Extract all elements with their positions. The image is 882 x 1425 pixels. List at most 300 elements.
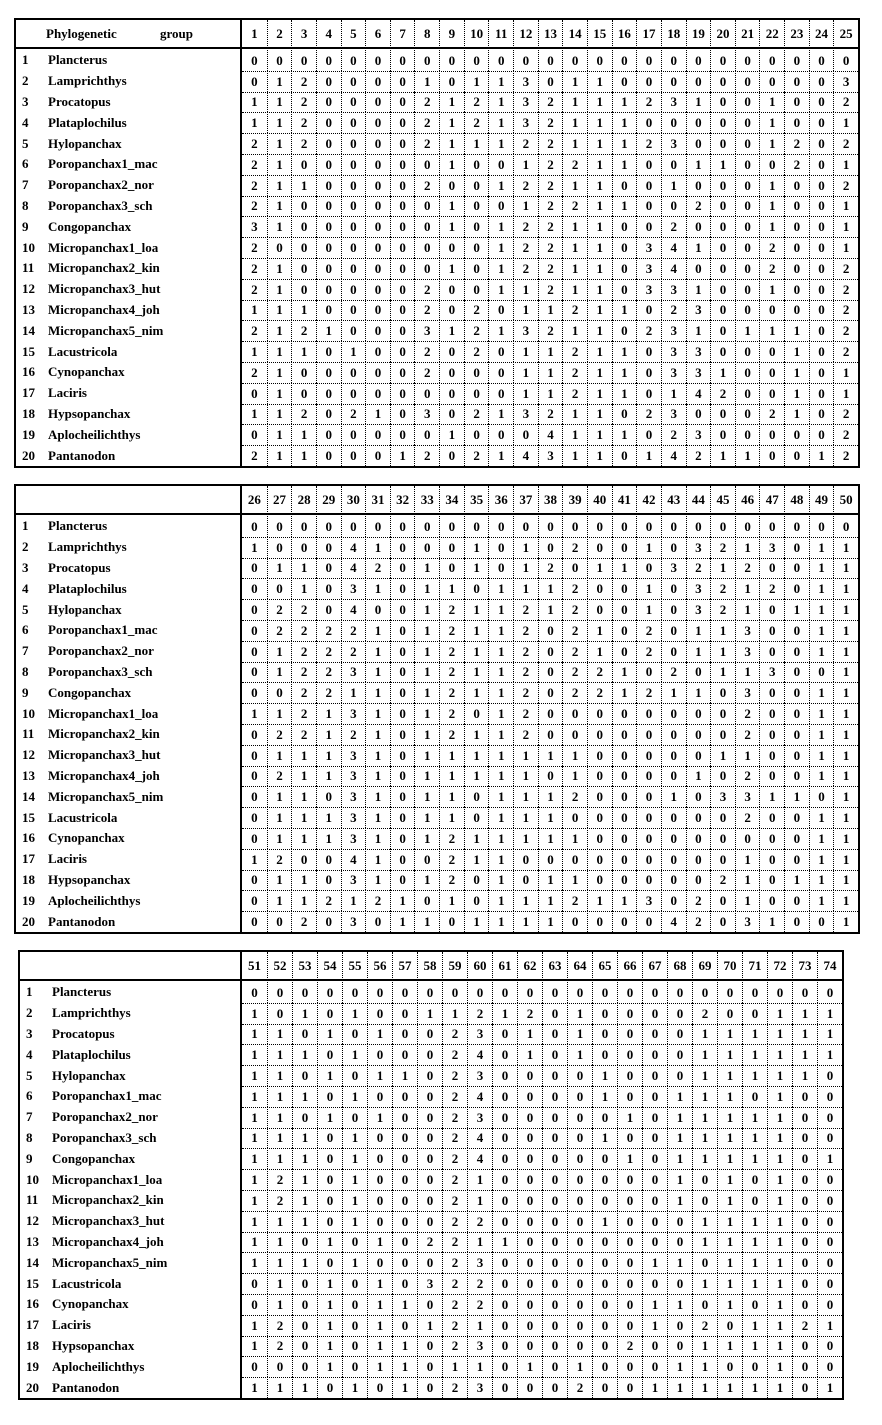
character-state-cell: 1 <box>292 1377 317 1398</box>
character-state-cell: 2 <box>442 1211 467 1232</box>
character-state-cell: 0 <box>817 1065 842 1086</box>
character-state-cell: 0 <box>809 279 834 300</box>
character-state-cell: 2 <box>833 341 858 362</box>
character-state-cell: 0 <box>642 1148 667 1169</box>
character-column-header: 31 <box>365 486 390 512</box>
character-state-cell: 1 <box>367 1024 392 1045</box>
character-state-cell: 0 <box>316 216 341 237</box>
taxon-label <box>16 320 238 341</box>
taxon-index: 10 <box>26 1171 39 1187</box>
character-state-cell: 1 <box>292 1190 317 1211</box>
character-state-cell: 2 <box>467 1273 492 1294</box>
character-state-cell: 0 <box>587 807 612 828</box>
taxon-label <box>20 1128 238 1149</box>
character-state-cell: 1 <box>667 1086 692 1107</box>
character-state-cell: 1 <box>367 1294 392 1315</box>
character-state-cell: 0 <box>317 1128 342 1149</box>
character-state-cell: 1 <box>667 1252 692 1273</box>
character-state-cell: 1 <box>735 870 760 891</box>
character-state-cell: 2 <box>442 1169 467 1190</box>
character-state-cell: 0 <box>390 786 415 807</box>
character-state-cell: 0 <box>636 516 661 537</box>
character-column-header: 69 <box>692 952 717 978</box>
taxon-name: Micropanchax5_nim <box>48 788 164 804</box>
character-state-cell: 0 <box>291 516 316 537</box>
character-state-cell: 1 <box>784 870 809 891</box>
character-state-cell: 1 <box>809 766 834 787</box>
character-state-cell: 0 <box>492 1169 517 1190</box>
character-state-cell: 1 <box>267 154 292 175</box>
character-state-cell: 0 <box>661 870 686 891</box>
character-state-cell: 1 <box>251 1026 258 1042</box>
character-state-cell: 0 <box>390 154 415 175</box>
character-state-cell: 1 <box>636 578 661 599</box>
character-state-cell: 0 <box>587 766 612 787</box>
character-state-cell: 2 <box>251 448 258 464</box>
character-state-cell: 0 <box>390 50 415 71</box>
character-state-cell: 0 <box>562 703 587 724</box>
character-state-cell: 2 <box>467 1211 492 1232</box>
character-state-cell: 0 <box>717 1003 742 1024</box>
character-state-cell: 0 <box>809 154 834 175</box>
character-state-cell: 0 <box>567 1211 592 1232</box>
character-state-cell: 1 <box>488 71 513 92</box>
taxon-name: Poropanchax2_nor <box>52 1109 158 1125</box>
character-state-cell: 0 <box>439 383 464 404</box>
character-state-cell: 0 <box>464 424 489 445</box>
taxon-name: Plataplochilus <box>52 1046 131 1062</box>
taxon-name: Plataplochilus <box>48 114 127 130</box>
character-state-cell: 0 <box>542 1336 567 1357</box>
character-state-cell: 0 <box>784 71 809 92</box>
character-state-cell: 0 <box>367 1128 392 1149</box>
character-state-cell: 0 <box>316 383 341 404</box>
character-state-cell: 1 <box>292 1148 317 1169</box>
character-state-cell: 0 <box>686 404 711 425</box>
character-state-cell: 0 <box>390 383 415 404</box>
character-state-cell: 1 <box>742 1232 767 1253</box>
character-state-cell: 0 <box>542 1252 567 1273</box>
character-state-cell: 2 <box>251 260 258 276</box>
character-state-cell: 0 <box>617 1211 642 1232</box>
character-state-cell: 0 <box>612 445 637 466</box>
character-state-cell: 0 <box>342 1336 367 1357</box>
taxon-label <box>16 911 238 932</box>
character-state-cell: 0 <box>809 258 834 279</box>
character-state-cell: 0 <box>636 154 661 175</box>
character-state-cell: 0 <box>464 807 489 828</box>
character-state-cell: 1 <box>833 196 858 217</box>
character-state-cell: 0 <box>612 175 637 196</box>
character-state-cell: 1 <box>692 1232 717 1253</box>
character-state-cell: 2 <box>341 404 366 425</box>
character-state-cell: 0 <box>538 620 563 641</box>
taxon-index: 19 <box>26 1358 39 1374</box>
character-state-cell: 1 <box>291 300 316 321</box>
taxon-index: 12 <box>22 747 35 763</box>
character-state-cell: 2 <box>538 92 563 113</box>
character-state-cell: 1 <box>587 620 612 641</box>
character-state-cell: 2 <box>464 92 489 113</box>
character-column-header: 48 <box>784 486 809 512</box>
character-state-cell: 1 <box>587 362 612 383</box>
character-state-cell: 1 <box>759 175 784 196</box>
character-state-cell: 0 <box>439 404 464 425</box>
character-state-cell: 0 <box>567 1190 592 1211</box>
character-state-cell: 2 <box>513 662 538 683</box>
character-state-cell: 0 <box>742 1003 767 1024</box>
character-state-cell: 1 <box>667 1356 692 1377</box>
character-state-cell: 2 <box>759 404 784 425</box>
character-state-cell: 1 <box>317 1024 342 1045</box>
taxon-name: Micropanchax1_loa <box>52 1171 163 1187</box>
character-state-cell: 0 <box>317 1148 342 1169</box>
taxon-index: 20 <box>26 1379 39 1395</box>
character-state-cell: 3 <box>686 300 711 321</box>
character-state-cell: 0 <box>492 1252 517 1273</box>
character-state-cell: 0 <box>792 1273 817 1294</box>
character-state-cell: 1 <box>809 745 834 766</box>
character-state-cell: 0 <box>735 92 760 113</box>
taxon-name: Micropanchax1_loa <box>48 705 159 721</box>
character-state-cell: 1 <box>365 620 390 641</box>
character-column-header: 38 <box>538 486 563 512</box>
character-state-cell: 0 <box>612 237 637 258</box>
character-state-cell: 2 <box>291 92 316 113</box>
character-state-cell: 0 <box>784 216 809 237</box>
character-state-cell: 0 <box>392 1273 417 1294</box>
character-state-cell: 2 <box>414 445 439 466</box>
character-state-cell: 0 <box>592 1356 617 1377</box>
character-column-header: 60 <box>467 952 492 978</box>
character-state-cell: 0 <box>251 789 258 805</box>
character-state-cell: 0 <box>367 1086 392 1107</box>
character-state-cell: 1 <box>538 300 563 321</box>
character-state-cell: 2 <box>513 703 538 724</box>
character-state-cell: 0 <box>341 50 366 71</box>
character-state-cell: 1 <box>439 92 464 113</box>
character-state-cell: 0 <box>636 216 661 237</box>
character-state-cell: 0 <box>742 1086 767 1107</box>
character-state-cell: 2 <box>442 1065 467 1086</box>
character-state-cell: 0 <box>612 516 637 537</box>
character-state-cell: 2 <box>251 198 258 214</box>
character-column-header: 67 <box>642 952 667 978</box>
character-state-cell: 1 <box>612 92 637 113</box>
character-state-cell: 0 <box>542 1377 567 1398</box>
character-state-cell: 0 <box>784 196 809 217</box>
character-state-cell: 0 <box>317 1169 342 1190</box>
character-state-cell: 0 <box>667 1211 692 1232</box>
character-state-cell: 0 <box>251 52 258 68</box>
character-state-cell: 0 <box>291 154 316 175</box>
character-state-cell: 1 <box>742 1252 767 1273</box>
taxon-index: 6 <box>22 622 29 638</box>
character-state-cell: 0 <box>612 828 637 849</box>
character-state-cell: 0 <box>686 662 711 683</box>
character-state-cell: 1 <box>291 175 316 196</box>
character-state-cell: 0 <box>784 807 809 828</box>
character-state-cell: 0 <box>759 341 784 362</box>
character-state-cell: 1 <box>686 92 711 113</box>
character-state-cell: 1 <box>251 1380 258 1396</box>
character-state-cell: 2 <box>562 578 587 599</box>
taxon-index: 16 <box>26 1296 39 1312</box>
character-state-cell: 2 <box>636 92 661 113</box>
character-state-cell: 2 <box>442 1336 467 1357</box>
character-state-cell: 0 <box>365 196 390 217</box>
character-state-cell: 1 <box>414 599 439 620</box>
character-state-cell: 0 <box>365 154 390 175</box>
character-state-cell: 3 <box>513 112 538 133</box>
character-state-cell: 1 <box>833 641 858 662</box>
character-state-cell: 0 <box>742 1356 767 1377</box>
character-state-cell: 0 <box>488 362 513 383</box>
character-state-cell: 1 <box>587 320 612 341</box>
character-state-cell: 1 <box>439 578 464 599</box>
character-state-cell: 2 <box>735 807 760 828</box>
character-state-cell: 0 <box>251 427 258 443</box>
character-state-cell: 0 <box>492 1107 517 1128</box>
character-state-cell: 1 <box>488 703 513 724</box>
character-state-cell: 2 <box>735 724 760 745</box>
character-state-cell: 3 <box>759 537 784 558</box>
character-state-cell: 1 <box>562 745 587 766</box>
character-state-cell: 2 <box>538 258 563 279</box>
character-state-cell: 0 <box>809 320 834 341</box>
character-state-cell: 0 <box>587 849 612 870</box>
character-state-cell: 1 <box>267 445 292 466</box>
character-state-cell: 0 <box>661 849 686 870</box>
character-state-cell: 0 <box>735 175 760 196</box>
character-state-cell: 2 <box>341 620 366 641</box>
taxon-label <box>16 445 238 466</box>
character-state-cell: 0 <box>667 1336 692 1357</box>
character-state-cell: 0 <box>542 1128 567 1149</box>
character-state-cell: 0 <box>661 154 686 175</box>
character-state-cell: 0 <box>291 50 316 71</box>
character-state-cell: 2 <box>710 537 735 558</box>
character-column-header: 47 <box>759 486 784 512</box>
character-state-cell: 0 <box>686 175 711 196</box>
character-state-cell: 1 <box>267 1252 292 1273</box>
character-state-cell: 0 <box>538 724 563 745</box>
character-state-cell: 0 <box>661 828 686 849</box>
character-state-cell: 0 <box>692 982 717 1003</box>
character-state-cell: 2 <box>710 870 735 891</box>
taxon-index: 7 <box>22 177 29 193</box>
character-state-cell: 1 <box>792 1003 817 1024</box>
character-state-cell: 0 <box>809 911 834 932</box>
taxon-index: 4 <box>22 114 29 130</box>
character-state-cell: 0 <box>642 1356 667 1377</box>
character-state-cell: 2 <box>442 1086 467 1107</box>
character-state-cell: 1 <box>767 1315 792 1336</box>
character-state-cell: 2 <box>562 341 587 362</box>
character-state-cell: 0 <box>542 1294 567 1315</box>
character-state-cell: 3 <box>735 620 760 641</box>
character-state-cell: 1 <box>251 1172 258 1188</box>
character-state-cell: 1 <box>488 745 513 766</box>
character-state-cell: 1 <box>417 1315 442 1336</box>
character-state-cell: 3 <box>661 92 686 113</box>
character-state-cell: 1 <box>538 341 563 362</box>
character-state-cell: 1 <box>642 1315 667 1336</box>
character-state-cell: 0 <box>735 237 760 258</box>
character-state-cell: 0 <box>439 71 464 92</box>
character-state-cell: 1 <box>692 1336 717 1357</box>
character-state-cell: 1 <box>267 1107 292 1128</box>
character-state-cell: 3 <box>686 362 711 383</box>
taxon-name: Poropanchax2_nor <box>48 177 154 193</box>
character-state-cell: 1 <box>251 302 258 318</box>
taxon-label <box>16 620 238 641</box>
character-state-cell: 0 <box>809 424 834 445</box>
character-state-cell: 0 <box>809 112 834 133</box>
character-state-cell: 1 <box>488 175 513 196</box>
character-state-cell: 1 <box>442 1356 467 1377</box>
character-state-cell: 1 <box>686 279 711 300</box>
character-state-cell: 0 <box>592 1044 617 1065</box>
character-state-cell: 0 <box>636 71 661 92</box>
character-state-cell: 0 <box>417 1252 442 1273</box>
character-state-cell: 0 <box>792 1148 817 1169</box>
character-state-cell: 2 <box>567 1377 592 1398</box>
character-state-cell: 0 <box>636 911 661 932</box>
character-state-cell: 1 <box>538 911 563 932</box>
character-state-cell: 0 <box>667 1044 692 1065</box>
character-state-cell: 1 <box>251 406 258 422</box>
character-state-cell: 2 <box>562 362 587 383</box>
character-state-cell: 1 <box>317 1273 342 1294</box>
character-state-cell: 2 <box>291 911 316 932</box>
character-state-cell: 1 <box>517 1356 542 1377</box>
character-state-cell: 1 <box>587 300 612 321</box>
character-state-cell: 1 <box>833 870 858 891</box>
character-state-cell: 0 <box>592 1148 617 1169</box>
character-state-cell: 0 <box>742 982 767 1003</box>
taxon-label <box>20 1252 238 1273</box>
character-state-cell: 1 <box>267 424 292 445</box>
character-state-cell: 0 <box>686 112 711 133</box>
character-state-cell: 0 <box>784 258 809 279</box>
character-state-cell: 1 <box>316 745 341 766</box>
character-state-cell: 3 <box>251 219 258 235</box>
character-state-cell: 0 <box>817 1356 842 1377</box>
character-column-header: 50 <box>833 486 858 512</box>
character-state-cell: 1 <box>587 92 612 113</box>
character-state-cell: 1 <box>267 1377 292 1398</box>
character-state-cell: 3 <box>735 641 760 662</box>
character-state-cell: 0 <box>488 300 513 321</box>
character-state-cell: 3 <box>341 870 366 891</box>
character-state-cell: 1 <box>267 1273 292 1294</box>
character-state-cell: 1 <box>612 341 637 362</box>
character-state-cell: 3 <box>636 279 661 300</box>
character-state-cell: 2 <box>291 620 316 641</box>
character-state-cell: 1 <box>316 724 341 745</box>
character-state-cell: 1 <box>833 724 858 745</box>
character-state-cell: 1 <box>636 599 661 620</box>
character-state-cell: 0 <box>390 870 415 891</box>
character-state-cell: 0 <box>517 1336 542 1357</box>
character-column-header: 52 <box>267 952 292 978</box>
character-state-cell: 2 <box>587 662 612 683</box>
character-state-cell: 1 <box>833 911 858 932</box>
character-state-cell: 0 <box>390 807 415 828</box>
character-state-cell: 2 <box>833 320 858 341</box>
character-state-cell: 2 <box>365 890 390 911</box>
character-state-cell: 0 <box>617 1252 642 1273</box>
character-state-cell: 1 <box>464 745 489 766</box>
character-state-cell: 0 <box>642 1044 667 1065</box>
character-state-cell: 1 <box>513 362 538 383</box>
character-state-cell: 1 <box>267 92 292 113</box>
character-state-cell: 1 <box>809 828 834 849</box>
character-state-cell: 0 <box>251 602 258 618</box>
character-state-cell: 2 <box>442 1148 467 1169</box>
character-state-cell: 2 <box>833 258 858 279</box>
character-column-header: 63 <box>542 952 567 978</box>
taxon-name: Plancterus <box>48 52 108 68</box>
character-state-cell: 0 <box>587 703 612 724</box>
character-state-cell: 0 <box>809 175 834 196</box>
character-state-cell: 0 <box>439 558 464 579</box>
character-state-cell: 1 <box>767 1377 792 1398</box>
character-state-cell: 0 <box>267 982 292 1003</box>
character-state-cell: 0 <box>617 1377 642 1398</box>
character-state-cell: 1 <box>439 745 464 766</box>
character-state-cell: 0 <box>567 1065 592 1086</box>
character-state-cell: 2 <box>562 300 587 321</box>
character-state-cell: 0 <box>251 685 258 701</box>
character-state-cell: 0 <box>735 341 760 362</box>
character-state-cell: 0 <box>717 1315 742 1336</box>
character-state-cell: 0 <box>316 911 341 932</box>
character-state-cell: 1 <box>562 404 587 425</box>
character-state-cell: 1 <box>692 1024 717 1045</box>
character-state-cell: 0 <box>414 516 439 537</box>
character-state-cell: 1 <box>464 724 489 745</box>
character-state-cell: 0 <box>562 50 587 71</box>
character-state-cell: 1 <box>767 1190 792 1211</box>
character-state-cell: 0 <box>759 362 784 383</box>
character-state-cell: 0 <box>617 1065 642 1086</box>
character-state-cell: 0 <box>367 1003 392 1024</box>
character-state-cell: 1 <box>365 828 390 849</box>
character-state-cell: 1 <box>414 766 439 787</box>
taxon-index: 20 <box>22 447 35 463</box>
character-state-cell: 0 <box>291 362 316 383</box>
character-column-header: 10 <box>464 20 489 46</box>
character-state-cell: 0 <box>784 578 809 599</box>
character-state-cell: 0 <box>492 1044 517 1065</box>
character-state-cell: 1 <box>562 828 587 849</box>
character-state-cell: 1 <box>717 1252 742 1273</box>
character-state-cell: 1 <box>817 1044 842 1065</box>
character-state-cell: 1 <box>767 1252 792 1273</box>
character-state-cell: 2 <box>251 156 258 172</box>
taxon-index: 3 <box>22 93 29 109</box>
character-state-cell: 1 <box>538 745 563 766</box>
character-state-cell: 1 <box>717 1232 742 1253</box>
character-state-cell: 1 <box>567 1003 592 1024</box>
character-state-cell: 0 <box>542 1356 567 1377</box>
character-state-cell: 0 <box>587 516 612 537</box>
character-state-cell: 0 <box>710 196 735 217</box>
character-state-cell: 0 <box>642 1273 667 1294</box>
character-state-cell: 2 <box>735 703 760 724</box>
